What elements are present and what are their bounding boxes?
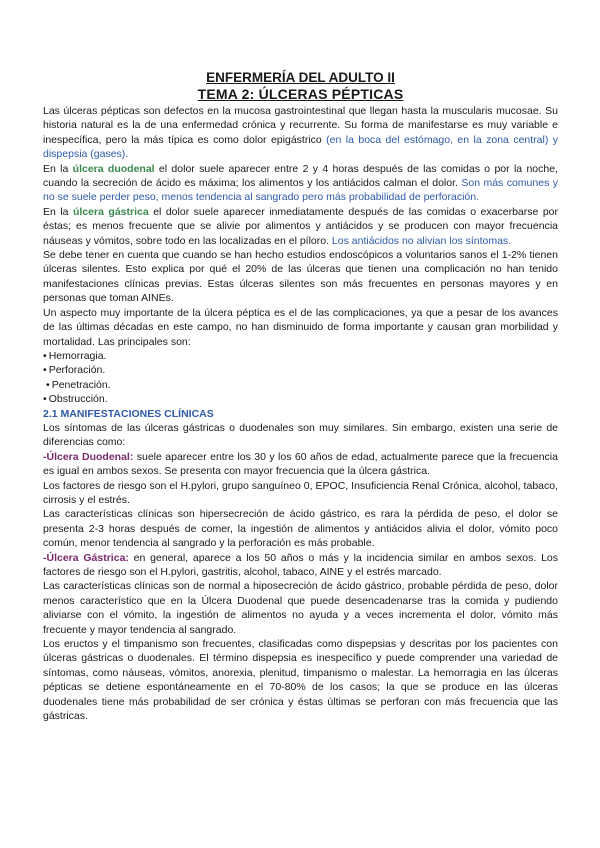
intro-text: Las úlceras pépticas son defectos en la mucosa gastrointestinal que llegan hasta la muscularis mucosae. Su historia natural es la de una enfermedad crónica y recurrente. Su forma de manifestarse es muy variable e inespecífica, pero la más típica es como dolor epigástrico [43,105,558,146]
list-item: • Hemorragia. [43,349,558,363]
section-intro: Los síntomas de las úlceras gástricas o duodenales son muy similares. Sin embargo, existen una serie de diferencias como: [43,421,558,449]
list-item: • Penetración. [43,378,558,392]
intro-highlight: (en la boca del estómago, en la zona central) y dispepsia (gases). [43,133,558,161]
silentes-paragraph: Se debe tener en cuenta que cuando se han hecho estudios endoscópicos a voluntarios sanos el 1-2% tienen úlceras silentes. Esto explica por qué el 20% de las úlceras que tienen una complicación no han tenido manifestaciones clínicas previas. Estas úlceras silentes son más frecuentes en personas mayores y en personas que toman AINEs. [43,249,558,305]
duodenal-term: úlcera duodenal [72,162,155,175]
section-closing: Los eructos y el timpanismo son frecuentes, clasificadas como dispepsias y descritas por los pacientes con úlceras gástricas o duodenales. El término dispepsia es inespecífico y puede comprender una variedad de síntomas, como náuseas, vómitos, anorexia, plenitud, timpanismo o malestar. La hemorragia en las úlceras pépticas se detiene espontáneamente en el 70-80% de los casos; la que se produce en las úlceras duodenales tiene más probabilidad de ser crónica y éstas últimas se perforan con más frecuencia que las gástricas. [43,638,558,723]
section-duodenal [43,450,558,479]
section-gastrica-label: -Úlcera Gástrica: [43,551,129,564]
section-duodenal-clinic: Las características clínicas son hipersecreción de ácido gástrico, es rara la pérdida de peso, el dolor se presenta 2-3 horas después de comer, la ingestión de alimentos y antiácidos alivia el dolor, vómito poco común, menor tendencia al sangrado y la perforación es más probable. [43,508,558,550]
section-gastrica [43,551,558,580]
duodenal-highlight: Son más comunes y no se suele perder peso, menos tendencia al sangrado pero más probabilidad de perforación. [43,177,558,204]
list-item: • Perforación. [43,363,558,377]
section-duodenal-label: -Úlcera Duodenal: [43,450,134,463]
section-duodenal-text: suele aparecer entre los 30 y los 60 años de edad, actualmente parece que la frecuencia es igual en ambos sexos. Se presenta con mayor frecuencia que la úlcera gástrica. [43,450,558,478]
section-heading: 2.1 MANIFESTACIONES CLÍNICAS [43,407,214,420]
document-page [43,70,558,723]
list-item: • Obstrucción. [43,392,558,406]
gastrica-term: úlcera gástrica [73,205,149,218]
duodenal-paragraph [43,162,558,205]
gastrica-highlight: Los antiácidos no alivian los síntomas. [331,234,512,247]
duodenal-text: el dolor suele aparecer entre 2 y 4 horas después de las comidas o por la noche, cuando la secreción de ácido es máxima; los alimentos y los antiácidos calman el dolor. [43,162,558,190]
course-title: ENFERMERÍA DEL ADULTO II [206,70,395,85]
intro-paragraph [43,104,558,162]
section-gastrica-clinic: Las características clínicas son de normal a hiposecreción de ácido gástrico, probable pérdida de peso, dolor menos característico que en la Úlcera Duodenal que puede desencadenarse tras la comida y pudiendo aliviarse con el vómito, la ingestión de alimentos no ayuda y a veces incrementa el dolor, vómito más frecuente y mayor tendencia al sangrado. [43,580,558,636]
complicaciones-paragraph: Un aspecto muy importante de la úlcera péptica es el de las complicaciones, ya que a pesar de los avances de las últimas décadas en este campo, no han disminuido de forma importante y causan gran morbilidad y mortalidad. Las principales son: [43,306,558,348]
page-title: TEMA 2: ÚLCERAS PÉPTICAS [197,86,404,102]
section-duodenal-risk: Los factores de riesgo son el H.pylori, grupo sanguíneo 0, EPOC, Insuficiencia Renal Crónica, alcohol, tabaco, cirrosis y el estrés. [43,479,558,506]
gastrica-prefix: En la [43,205,73,218]
section-gastrica-text: en general, aparece a los 50 años o más y la incidencia similar en ambos sexos. Los factores de riesgo son el H.pylori, gastritis, alcohol, tabaco, AINE y el estrés marcado. [43,551,558,578]
complicaciones-list [43,349,558,407]
duodenal-prefix: En la [43,162,73,175]
gastrica-paragraph [43,205,558,248]
gastrica-text: el dolor suele aparecer inmediatamente después de las comidas o exacerbarse por éstas; es menos frecuente que se alivie por alimentos y antiácidos y se producen con mayor frecuencia náuseas y vómitos, sobre todo en las localizadas en el píloro. [43,205,558,247]
